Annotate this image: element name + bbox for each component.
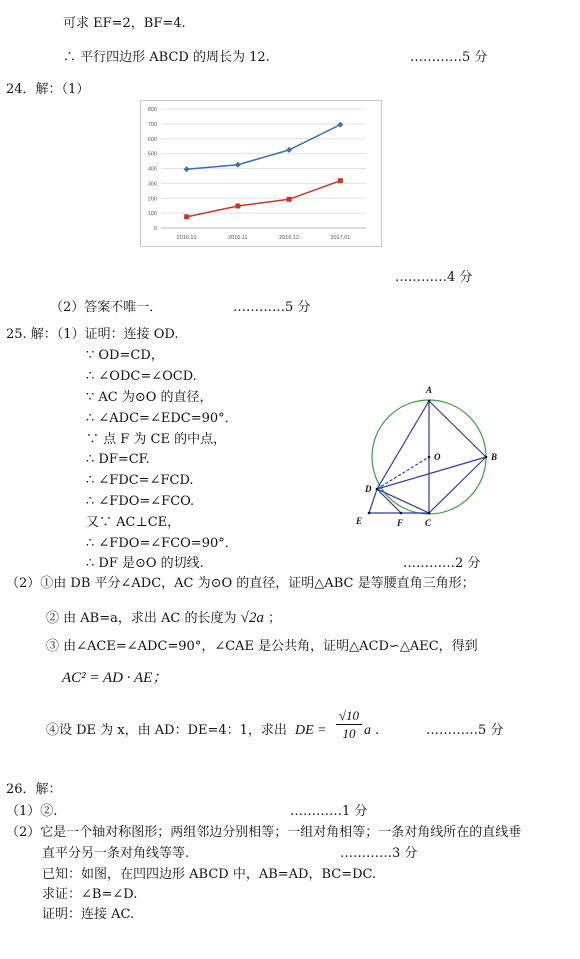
series-point (337, 122, 343, 128)
q25-part2-step4: ④设 DE 为 x，由 AD：DE=4：1，求出 (46, 723, 287, 738)
segment-do (377, 457, 429, 489)
label-b: B (491, 452, 498, 462)
q25-part2-formula: AC² = AD · AE； (62, 670, 168, 686)
step4-period: . (375, 723, 380, 738)
y-tick-label: 600 (147, 136, 157, 143)
step2-math: √2a (240, 610, 264, 626)
label-o: O (434, 452, 441, 462)
point-e (368, 512, 371, 515)
circle-figure (348, 383, 508, 533)
series-point (184, 214, 189, 219)
step4-math-lhs: DE = (295, 723, 327, 738)
step2-end: ； (267, 611, 281, 626)
step4-fraction (336, 708, 362, 742)
q26-prove: 求证：∠B=∠D. (42, 887, 138, 902)
series-point (287, 197, 292, 202)
q25-part2-step1: （2）①由 DB 平分∠ADC，AC 为⊙O 的直径，证明△ABC 是等腰直角三角形； (6, 576, 475, 591)
q26-score-3: …………3 分 (340, 846, 418, 861)
point-b (485, 456, 488, 459)
label-f: F (397, 518, 404, 528)
segment-ab (429, 401, 486, 457)
q26-score-1: …………1 分 (290, 804, 368, 819)
q26-proof: 证明：连接 AC. (42, 907, 135, 922)
step2-text: ② 由 AB=a，求出 AC 的长度为 (46, 611, 237, 626)
series-point (235, 203, 240, 208)
q25-score-5: …………5 分 (426, 723, 504, 738)
score-5: …………5 分 (410, 50, 488, 65)
point-a (428, 400, 431, 403)
proof-step-8: ∴ ∠FDO=∠FCO. (86, 494, 195, 509)
y-tick-label: 0 (153, 226, 157, 232)
y-tick-label: 700 (147, 121, 157, 128)
q25-part2-step2 (46, 609, 281, 628)
label-a: A (426, 385, 433, 395)
q26-given: 已知：如图，在凹四边形 ABCD 中，AB=AD，BC=DC. (42, 867, 377, 882)
series-point (184, 166, 190, 172)
proof-step-2: ∴ ∠ODC=∠OCD. (86, 369, 197, 384)
y-tick-label: 400 (147, 166, 157, 173)
q26-part2-line2: 直平分另一条对角线等等. (42, 846, 190, 861)
chart-canvas (141, 101, 381, 246)
x-tick-label: 2016.11 (228, 235, 248, 241)
fraction-numerator: √10 (336, 708, 362, 725)
y-tick-label: 500 (147, 151, 157, 158)
proof-step-10: ∴ ∠FDO=∠FCO=90°． (86, 536, 238, 551)
q24-part2: （2）答案不唯一． (50, 300, 163, 315)
label-d: D (365, 484, 372, 494)
y-tick-label: 100 (147, 211, 157, 218)
y-tick-label: 300 (147, 181, 157, 188)
q25-score-2: …………2 分 (403, 556, 481, 571)
segment-df (377, 489, 401, 513)
q26-heading: 26．解： (6, 782, 62, 797)
series-line-1 (187, 125, 341, 170)
proof-step-5: ∵ 点 F 为 CE 的中点， (86, 432, 227, 447)
q25-heading: 25. 解：（1）证明：连接 OD. (6, 327, 179, 342)
circle-diagram (348, 383, 508, 533)
series-point (286, 147, 292, 153)
proof-step-3: ∵ AC 为⊙O 的直径， (86, 390, 213, 405)
label-e: E (356, 516, 363, 526)
line-perimeter: ∴ 平行四边形 ABCD 的周长为 12. (63, 50, 270, 65)
y-tick-label: 800 (147, 107, 157, 113)
proof-step-6: ∴ DF=CF. (86, 452, 150, 467)
q26-part2-line1: （2）它是一个轴对称图形；两组邻边分别相等；一组对角相等；一条对角线所在的直线垂 (6, 825, 522, 840)
point-d (376, 488, 379, 491)
point-o (428, 456, 431, 459)
proof-step-1: ∵ OD=CD， (86, 348, 164, 363)
q24-score-5: …………5 分 (233, 300, 311, 315)
q24-heading: 24．解：（1） (6, 82, 90, 97)
line-chart (140, 100, 382, 247)
step4-math-a: a (364, 723, 371, 738)
y-tick-label: 200 (147, 196, 157, 203)
x-tick-label: 2016.10 (176, 235, 197, 241)
label-c: C (425, 518, 432, 528)
proof-step-4: ∴ ∠ADC=∠EDC=90°． (86, 411, 238, 426)
proof-step-9: 又∵ AC⊥CE， (86, 515, 181, 530)
q25-part2-step3: ③ 由∠ACE=∠ADC=90°，∠CAE 是公共角，证明△ACD∽△AEC，得到 (46, 639, 478, 654)
line-ef-bf: 可求 EF=2，BF=4. (63, 16, 186, 31)
fraction-denominator: 10 (342, 726, 356, 741)
point-c (428, 512, 431, 515)
point-f (400, 512, 403, 515)
q24-score-4: …………4 分 (395, 270, 473, 285)
proof-step-11: ∴ DF 是⊙O 的切线. (86, 556, 204, 571)
series-line-2 (187, 181, 341, 217)
series-point (235, 162, 241, 168)
x-tick-label: 2016.12 (279, 235, 300, 241)
segment-dc (377, 489, 429, 513)
series-point (338, 178, 343, 183)
x-tick-label: 2017.01 (330, 235, 351, 241)
proof-step-7: ∴ ∠FDC=∠FCD. (86, 473, 194, 488)
q26-part1: （1）②. (6, 804, 58, 819)
